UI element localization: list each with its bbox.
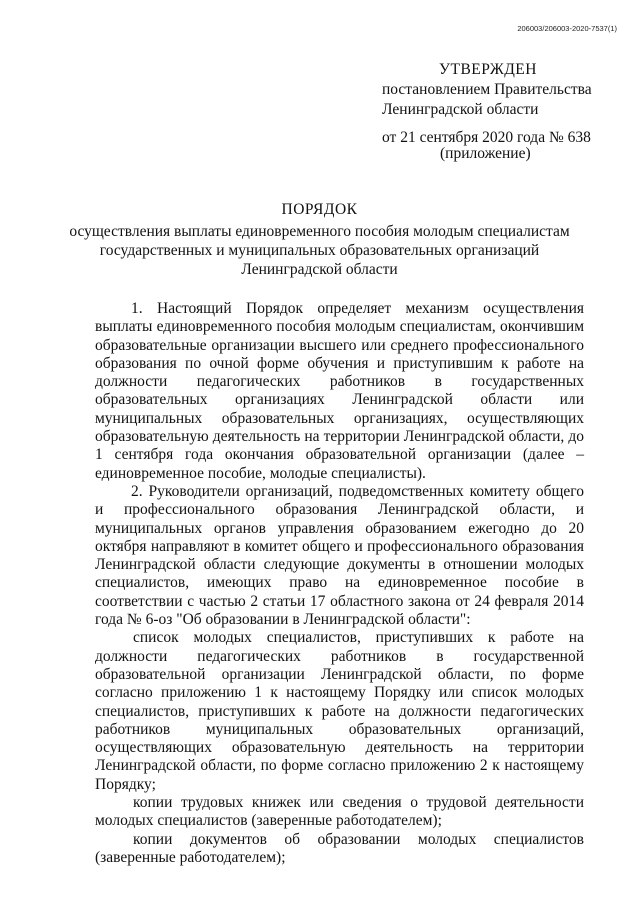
document-subheading-3: Ленинградской области bbox=[241, 261, 398, 278]
approval-appendix: (приложение) bbox=[440, 145, 531, 162]
document-subheading-1: осуществления выплаты единовременного пособия молодым специалистам bbox=[69, 223, 570, 240]
approval-block bbox=[382, 60, 632, 164]
approval-date: от 21 сентября 2020 года № 638 bbox=[382, 129, 591, 146]
paragraph-2: 2. Руководители организаций, подведомственных комитету общего и профессионального образования Ленинградской области, и муниципальных органов управления образованием ежегодно до 20 октября направляют в комитет общего и профессионального образования Ленинградской области следующие документы в отношении молодых специалистов, имеющих право на единовременное пособие в соответствии с частью 2 статьи 17 областного закона от 24 февраля 2014 года № 6-оз "Об образовании в Ленинградской области": bbox=[95, 482, 584, 629]
document-body bbox=[95, 300, 584, 867]
paragraph-list-item-2: копии трудовых книжек или сведения о трудовой деятельности молодых специалистов (заверенные работодателем); bbox=[95, 794, 584, 830]
paragraph-1: 1. Настоящий Порядок определяет механизм осуществления выплаты единовременного пособия молодым специалистам, окончившим образовательные организации высшего или среднего профессионального образования по очной форме обучения и приступившим к работе на должности педагогических работников в государственных образовательных организациях Ленинградской области или муниципальных образовательных организациях, осуществляющих образовательную деятельность на территории Ленинградской области, до 1 сентября года окончания образовательной организации (далее – единовременное пособие, молодые специалисты). bbox=[95, 300, 584, 482]
document-title bbox=[0, 200, 639, 279]
paragraph-list-item-1: список молодых специалистов, приступивших к работе на должности педагогических работников в государственной образовательной организации Ленинградской области, по форме согласно приложению 1 к настоящему Порядку или список молодых специалистов, приступивших к работе на должности педагогических работников муниципальных образовательных организаций, осуществляющих образовательную деятельность на территории Ленинградской области, по форме согласно приложению 2 к настоящему Порядку; bbox=[95, 629, 584, 793]
approval-title: УТВЕРЖДЕН bbox=[439, 61, 537, 78]
approval-line-1: постановлением Правительства bbox=[382, 81, 592, 98]
document-heading: ПОРЯДОК bbox=[281, 201, 358, 218]
approval-line-2: Ленинградской области bbox=[382, 101, 539, 118]
document-subheading-2: государственных и муниципальных образовательных организаций bbox=[99, 242, 540, 259]
paragraph-list-item-3: копии документов об образовании молодых специалистов (заверенные работодателем); bbox=[95, 830, 584, 866]
document-id: 206003/206003-2020-7537(1) bbox=[517, 24, 617, 33]
